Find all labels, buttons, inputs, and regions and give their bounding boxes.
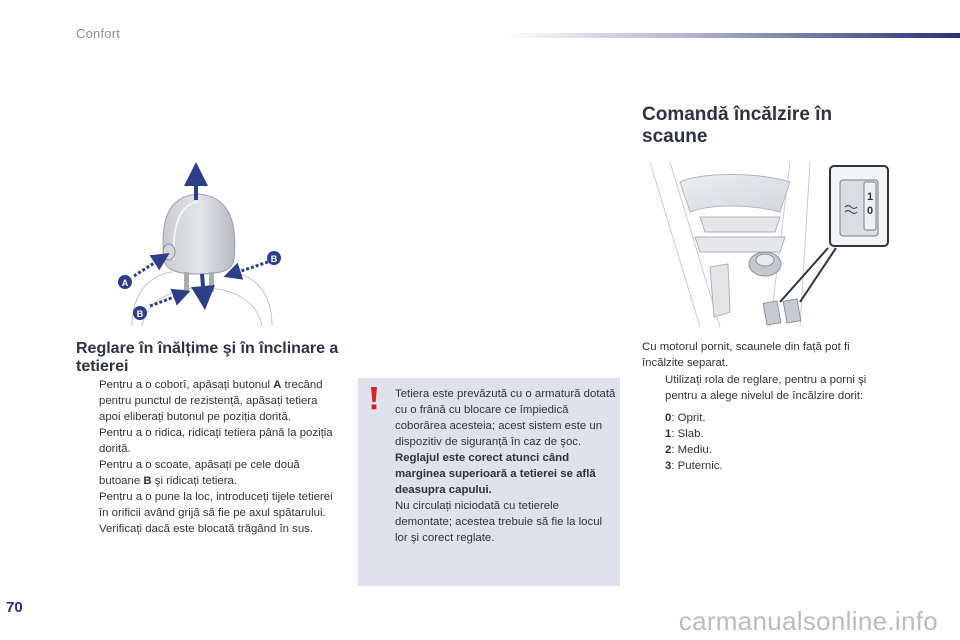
heating-levels bbox=[665, 410, 723, 474]
label-b-left: B bbox=[136, 309, 144, 319]
section-label: Confort bbox=[76, 26, 121, 41]
level-key: 2 bbox=[665, 444, 672, 456]
headrest-instructions bbox=[76, 377, 338, 537]
level-label: : Oprit. bbox=[671, 412, 706, 424]
warning-paragraph: Tetiera este prevăzută cu o armatură dotată cu o frână cu blocare ce împiedică coborârea acesteia; acest sistem este un dispozitiv de siguranță în caz de şoc. bbox=[395, 388, 616, 448]
label-a: A bbox=[121, 278, 129, 288]
warning-box bbox=[358, 378, 620, 586]
level-label: : Slab. bbox=[671, 428, 704, 440]
headrest-section-title: Reglare în înălțime şi în înclinare a tetierei bbox=[76, 340, 339, 375]
list-text: Pentru a o scoate, apăsați pe cele două butoane bbox=[99, 459, 300, 487]
level-item bbox=[665, 458, 723, 474]
headrest-illustration bbox=[112, 160, 290, 326]
button-ref-a: A bbox=[273, 379, 282, 391]
warning-text bbox=[395, 386, 617, 546]
list-item bbox=[76, 489, 338, 537]
level-label: : Puternic. bbox=[671, 460, 723, 472]
seat-heating-title: Comandă încălzire în scaune bbox=[642, 104, 833, 147]
list-text: Utilizați rola de reglare, pentru a porni şi pentru a alege nivelul de încălzire dorit: bbox=[665, 374, 867, 402]
level-label: : Mediu. bbox=[671, 444, 712, 456]
list-text: trecând pentru punctul de rezistență, apăsați tetiera apoi eliberați butonul pe poziția dorită. bbox=[99, 379, 323, 423]
warning-bold-paragraph: Reglajul este corect atunci când marginea superioară a tetierei se află deasupra capului. bbox=[395, 452, 596, 496]
level-key: 0 bbox=[665, 412, 672, 424]
list-text: Pentru a o pune la loc, introduceți tijele tetierei în orificii având grijă să fie pe axul spătarului. Verificați dacă este blocată trăgând în sus. bbox=[99, 491, 333, 535]
level-item bbox=[665, 410, 723, 426]
warning-paragraph: Nu circulați niciodată cu tetierele demontate; acestea trebuie să fie la locul lor şi corect reglate. bbox=[395, 500, 603, 544]
level-key: 3 bbox=[665, 460, 672, 472]
dial-mark-0: 0 bbox=[866, 205, 874, 217]
center-console-illustration bbox=[640, 152, 890, 327]
page-number: 70 bbox=[6, 599, 23, 616]
label-b-right: B bbox=[270, 254, 278, 264]
list-text: Pentru a o ridica, ridicați tetiera până la poziția dorită. bbox=[99, 427, 333, 455]
level-item bbox=[665, 426, 723, 442]
list-text: Pentru a o coborî, apăsați butonul bbox=[99, 379, 274, 391]
list-text: şi ridicați tetiera. bbox=[151, 475, 238, 487]
exclamation-icon bbox=[367, 386, 381, 410]
level-item bbox=[665, 442, 723, 458]
list-item bbox=[76, 377, 338, 425]
level-key: 1 bbox=[665, 428, 672, 440]
watermark-link[interactable]: carmanualsonline.info bbox=[678, 606, 938, 636]
button-ref-b: B bbox=[143, 475, 152, 487]
dial-mark-1: 1 bbox=[866, 191, 874, 203]
list-item bbox=[76, 425, 338, 457]
seat-heating-instruction bbox=[642, 372, 892, 404]
header-rule bbox=[500, 33, 960, 38]
list-item bbox=[76, 457, 338, 489]
seat-heating-intro: Cu motorul pornit, scaunele din față pot fi încălzite separat. bbox=[642, 341, 850, 369]
